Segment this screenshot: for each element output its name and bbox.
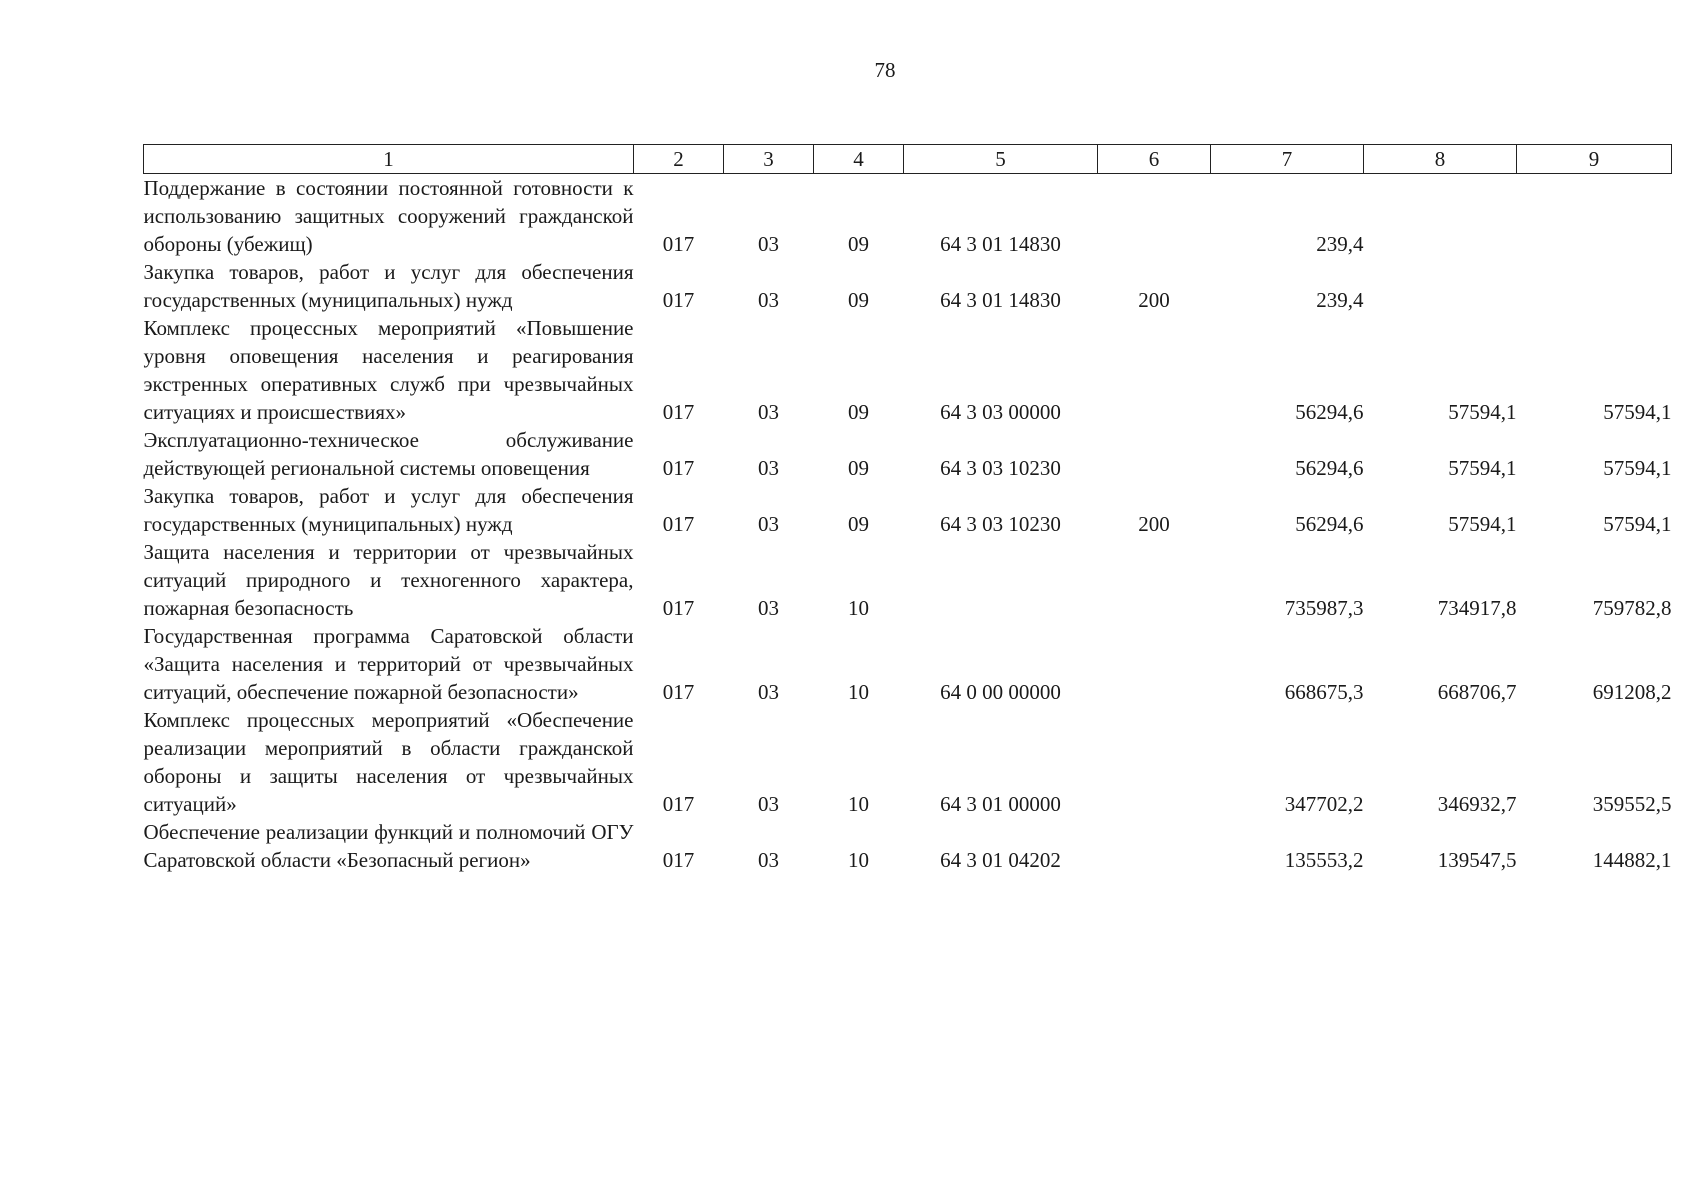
cell-expense-type	[1098, 622, 1211, 706]
cell-ministry-code: 017	[662, 456, 695, 480]
cell-amount-8: 734917,8	[1437, 596, 1517, 620]
row-name: Защита населения и территории от чрезвычайных ситуаций природного и техногенного характера, пожарная безопасность	[143, 540, 634, 620]
cell-target-article: 64 3 01 14830	[940, 232, 1061, 256]
cell-ministry-code: 017	[662, 512, 695, 536]
cell-subsection: 09	[848, 456, 869, 480]
table-row	[144, 482, 1672, 538]
cell-ministry-code: 017	[662, 848, 695, 872]
cell-amount-7: 56294,6	[1295, 400, 1364, 424]
cell-expense-type	[1098, 314, 1211, 426]
cell-ministry-code: 017	[662, 596, 695, 620]
cell-amount-7: 56294,6	[1295, 456, 1364, 480]
cell-expense-type	[1098, 426, 1211, 482]
cell-target-article: 64 3 01 14830	[940, 288, 1061, 312]
cell-subsection: 10	[848, 680, 869, 704]
cell-subsection: 09	[848, 232, 869, 256]
table-row	[144, 426, 1672, 482]
cell-subsection: 10	[848, 596, 869, 620]
row-name: Закупка товаров, работ и услуг для обеспечения государственных (муниципальных) нужд	[143, 260, 634, 312]
row-name: Поддержание в состоянии постоянной готовности к использованию защитных сооружений гражданской обороны (убежищ)	[143, 176, 634, 256]
cell-amount-9	[1517, 174, 1672, 259]
header-row	[144, 145, 1672, 174]
cell-expense-type: 200	[1138, 288, 1170, 312]
row-name: Государственная программа Саратовской области «Защита населения и территорий от чрезвычайных ситуаций, обеспечение пожарной безопасности»	[143, 624, 634, 704]
cell-ministry-code: 017	[662, 680, 695, 704]
cell-expense-type	[1098, 538, 1211, 622]
cell-subsection: 09	[848, 400, 869, 424]
column-header: 1	[144, 145, 634, 174]
cell-target-article: 64 3 01 00000	[940, 792, 1061, 816]
cell-amount-7: 135553,2	[1284, 848, 1364, 872]
cell-amount-7: 668675,3	[1284, 680, 1364, 704]
table-row	[144, 622, 1672, 706]
cell-amount-8: 668706,7	[1437, 680, 1517, 704]
cell-amount-8: 57594,1	[1448, 512, 1517, 536]
page-number: 78	[874, 58, 896, 82]
cell-target-article: 64 3 01 04202	[940, 848, 1061, 872]
cell-amount-7: 56294,6	[1295, 512, 1364, 536]
row-name: Обеспечение реализации функций и полномочий ОГУ Саратовской области «Безопасный регион»	[143, 820, 634, 872]
cell-ministry-code: 017	[662, 792, 695, 816]
cell-section: 03	[758, 680, 779, 704]
cell-section: 03	[758, 848, 779, 872]
cell-subsection: 09	[848, 512, 869, 536]
row-name: Закупка товаров, работ и услуг для обеспечения государственных (муниципальных) нужд	[143, 484, 634, 536]
cell-amount-7: 239,4	[1316, 288, 1364, 312]
column-header: 3	[724, 145, 814, 174]
table-row	[144, 706, 1672, 818]
cell-expense-type	[1098, 174, 1211, 259]
cell-amount-7: 347702,2	[1284, 792, 1364, 816]
cell-amount-8	[1364, 174, 1517, 259]
cell-section: 03	[758, 792, 779, 816]
cell-expense-type: 200	[1138, 512, 1170, 536]
column-header: 7	[1211, 145, 1364, 174]
cell-amount-9: 57594,1	[1603, 456, 1672, 480]
table-row	[144, 538, 1672, 622]
cell-amount-8: 346932,7	[1437, 792, 1517, 816]
column-header: 9	[1517, 145, 1672, 174]
cell-ministry-code: 017	[662, 232, 695, 256]
table-row	[144, 174, 1672, 259]
column-header: 8	[1364, 145, 1517, 174]
cell-section: 03	[758, 596, 779, 620]
table-row	[144, 818, 1672, 874]
cell-target-article	[904, 538, 1098, 622]
cell-amount-9: 57594,1	[1603, 400, 1672, 424]
cell-expense-type	[1098, 818, 1211, 874]
cell-target-article: 64 3 03 10230	[940, 512, 1061, 536]
cell-section: 03	[758, 512, 779, 536]
cell-target-article: 64 3 03 10230	[940, 456, 1061, 480]
cell-section: 03	[758, 456, 779, 480]
budget-table	[143, 144, 1672, 874]
cell-subsection: 09	[848, 288, 869, 312]
cell-amount-9: 359552,5	[1592, 792, 1672, 816]
table-row	[144, 314, 1672, 426]
column-header: 4	[814, 145, 904, 174]
cell-amount-9: 691208,2	[1592, 680, 1672, 704]
cell-section: 03	[758, 232, 779, 256]
row-name: Эксплуатационно-техническое обслуживание действующей региональной системы оповещения	[143, 428, 634, 480]
cell-amount-8: 57594,1	[1448, 400, 1517, 424]
cell-amount-8: 139547,5	[1437, 848, 1517, 872]
cell-amount-8	[1364, 258, 1517, 314]
column-header: 5	[904, 145, 1098, 174]
cell-section: 03	[758, 288, 779, 312]
cell-target-article: 64 3 03 00000	[940, 400, 1061, 424]
cell-target-article: 64 0 00 00000	[940, 680, 1061, 704]
column-header: 6	[1098, 145, 1211, 174]
cell-amount-9: 144882,1	[1592, 848, 1672, 872]
cell-amount-7: 735987,3	[1284, 596, 1364, 620]
cell-subsection: 10	[848, 792, 869, 816]
cell-expense-type	[1098, 706, 1211, 818]
cell-ministry-code: 017	[662, 400, 695, 424]
column-header: 2	[634, 145, 724, 174]
cell-section: 03	[758, 400, 779, 424]
table-row	[144, 258, 1672, 314]
cell-amount-9	[1517, 258, 1672, 314]
cell-subsection: 10	[848, 848, 869, 872]
cell-amount-7: 239,4	[1316, 232, 1364, 256]
cell-amount-9: 759782,8	[1592, 596, 1672, 620]
cell-amount-9: 57594,1	[1603, 512, 1672, 536]
cell-ministry-code: 017	[662, 288, 695, 312]
row-name: Комплекс процессных мероприятий «Обеспечение реализации мероприятий в области гражданской обороны и защиты населения от чрезвычайных ситуаций»	[143, 708, 634, 816]
cell-amount-8: 57594,1	[1448, 456, 1517, 480]
row-name: Комплекс процессных мероприятий «Повышение уровня оповещения населения и реагирования экстренных оперативных служб при чрезвычайных ситуациях и происшествиях»	[143, 316, 634, 424]
